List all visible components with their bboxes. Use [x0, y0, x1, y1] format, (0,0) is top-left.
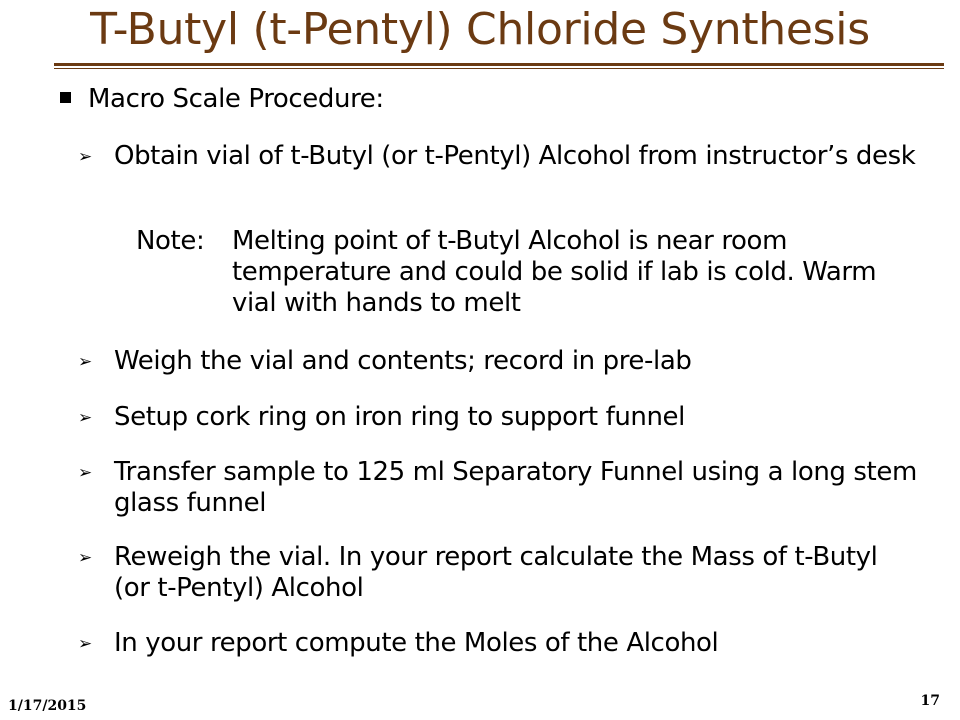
list-item-text: Setup cork ring on iron ring to support funnel: [114, 402, 685, 432]
note-label: Note:: [136, 226, 205, 256]
list-item-text: Reweigh the vial. In your report calculate the Mass of t-Butyl (or t-Pentyl) Alcohol: [114, 542, 878, 603]
list-item-text: Obtain vial of t-Butyl (or t-Pentyl) Alcohol from instructor’s desk: [114, 141, 916, 171]
note-block: [136, 226, 926, 319]
arrow-bullet-icon: ➢: [78, 634, 92, 654]
page-number: 17: [920, 693, 940, 709]
list-item: [78, 628, 918, 659]
square-bullet-icon: [60, 92, 71, 103]
procedure-heading-text: Macro Scale Procedure:: [88, 84, 384, 114]
list-item: [78, 141, 918, 172]
list-item-text: Weigh the vial and contents; record in pre-lab: [114, 346, 692, 376]
procedure-heading: [60, 84, 384, 115]
arrow-bullet-icon: ➢: [78, 548, 92, 568]
list-item-text: Transfer sample to 125 ml Separatory Funnel using a long stem glass funnel: [114, 457, 917, 518]
list-item: [78, 457, 918, 519]
list-item: [78, 346, 918, 377]
slide-title: T-Butyl (t-Pentyl) Chloride Synthesis: [90, 4, 870, 55]
footer-date: 1/17/2015: [8, 698, 87, 714]
arrow-bullet-icon: ➢: [78, 352, 92, 372]
list-item: [78, 402, 918, 433]
arrow-bullet-icon: ➢: [78, 408, 92, 428]
arrow-bullet-icon: ➢: [78, 463, 92, 483]
list-item: [78, 542, 918, 604]
note-text: Melting point of t-Butyl Alcohol is near room temperature and could be solid if lab is cold. Warm vial with hands to melt: [232, 226, 877, 318]
list-item-text: In your report compute the Moles of the Alcohol: [114, 628, 719, 658]
arrow-bullet-icon: ➢: [78, 147, 92, 167]
